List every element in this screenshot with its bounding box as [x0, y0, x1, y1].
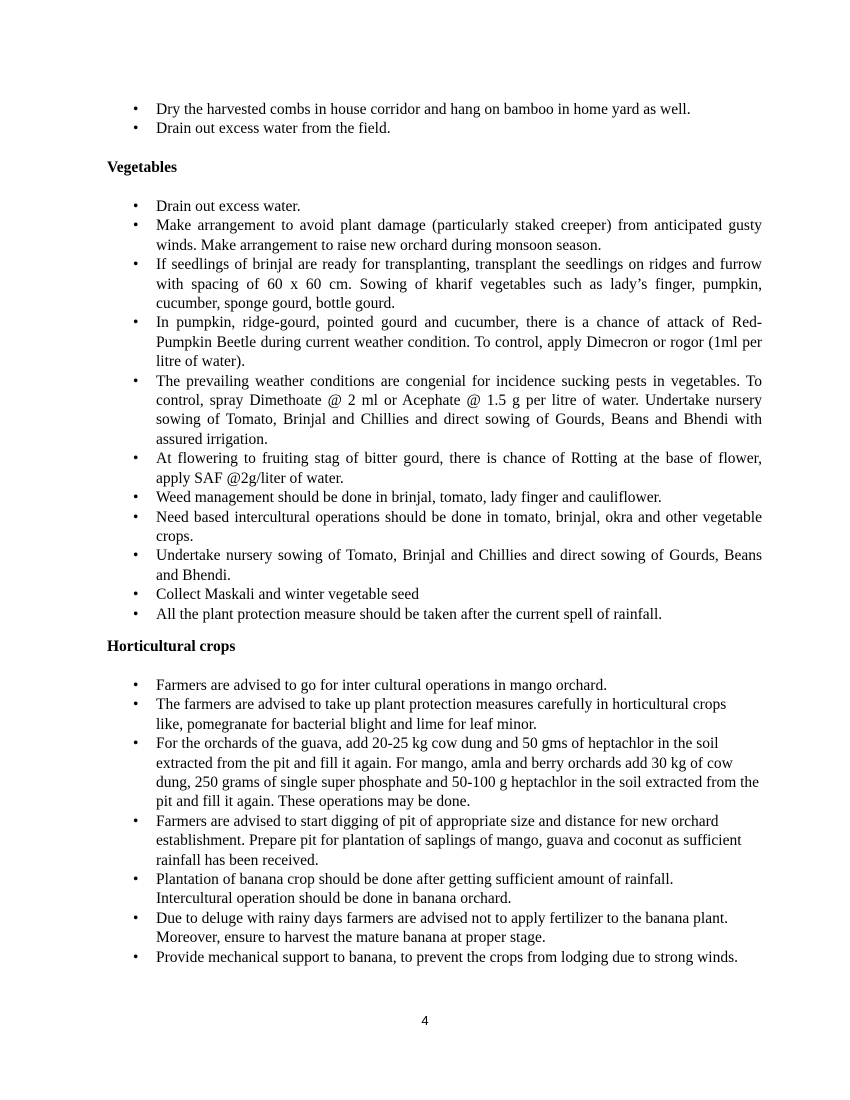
list-item: • Farmers are advised to go for inter cultural operations in mango orchard.: [156, 676, 768, 695]
list-item: • For the orchards of the guava, add 20-25 kg cow dung and 50 gms of heptachlor in the soil extracted from the pit and fill it again. For mango, amla and berry orchards add 30 kg of cow dung, 250 grams of single super phosphate and 50-100 g heptachlor in the soil extracted from the pit and fill it again. These operations may be done.: [156, 734, 768, 812]
list-item: • Collect Maskali and winter vegetable seed: [156, 585, 762, 604]
list-item: • Provide mechanical support to banana, to prevent the crops from lodging due to strong winds.: [156, 948, 768, 967]
section-heading-horticultural-crops: Horticultural crops: [107, 638, 236, 655]
list-item: • Need based intercultural operations should be done in tomato, brinjal, okra and other vegetable crops.: [156, 508, 762, 547]
page-number: 4: [421, 1013, 429, 1028]
list-item: • Drain out excess water from the field.: [156, 119, 762, 138]
list-item: • Farmers are advised to start digging of pit of appropriate size and distance for new orchard establishment. Prepare pit for plantation of saplings of mango, guava and coconut as sufficient rainfall has been received.: [156, 812, 768, 870]
vegetables-bullet-list: [156, 197, 762, 624]
list-item: • The farmers are advised to take up plant protection measures carefully in horticultural crops like, pomegranate for bacterial blight and lime for leaf minor.: [156, 695, 768, 734]
list-item: • All the plant protection measure should be taken after the current spell of rainfall.: [156, 605, 762, 624]
list-item: • Due to deluge with rainy days farmers are advised not to apply fertilizer to the banana plant. Moreover, ensure to harvest the mature banana at proper stage.: [156, 909, 768, 948]
list-item: • Weed management should be done in brinjal, tomato, lady finger and cauliflower.: [156, 488, 762, 507]
horticultural-bullet-list: [156, 676, 768, 967]
list-item: • Make arrangement to avoid plant damage (particularly staked creeper) from anticipated gusty winds. Make arrangement to raise new orchard during monsoon season.: [156, 216, 762, 255]
list-item: • Plantation of banana crop should be done after getting sufficient amount of rainfall. Intercultural operation should be done in banana orchard.: [156, 870, 768, 909]
list-item: • If seedlings of brinjal are ready for transplanting, transplant the seedlings on ridges and furrow with spacing of 60 x 60 cm. Sowing of kharif vegetables such as lady’s finger, pumpkin, cucumber, sponge gourd, bottle gourd.: [156, 255, 762, 313]
list-item: • The prevailing weather conditions are congenial for incidence sucking pests in vegetables. To control, spray Dimethoate @ 2 ml or Acephate @ 1.5 g per litre of water. Undertake nursery sowing of Tomato, Brinjal and Chillies and direct sowing of Gourds, Beans and Bhendi with assured irrigation.: [156, 372, 762, 450]
list-item: • Drain out excess water.: [156, 197, 762, 216]
list-item: • In pumpkin, ridge-gourd, pointed gourd and cucumber, there is a chance of attack of Red-Pumpkin Beetle during current weather condition. To control, apply Dimecron or rogor (1ml per litre of water).: [156, 313, 762, 371]
section-heading-vegetables: Vegetables: [107, 159, 178, 176]
list-item: • Dry the harvested combs in house corridor and hang on bamboo in home yard as well.: [156, 100, 762, 119]
list-item: • At flowering to fruiting stag of bitter gourd, there is chance of Rotting at the base of flower, apply SAF @2g/liter of water.: [156, 449, 762, 488]
top-bullet-list: [156, 100, 762, 139]
list-item: • Undertake nursery sowing of Tomato, Brinjal and Chillies and direct sowing of Gourds, Beans and Bhendi.: [156, 546, 762, 585]
